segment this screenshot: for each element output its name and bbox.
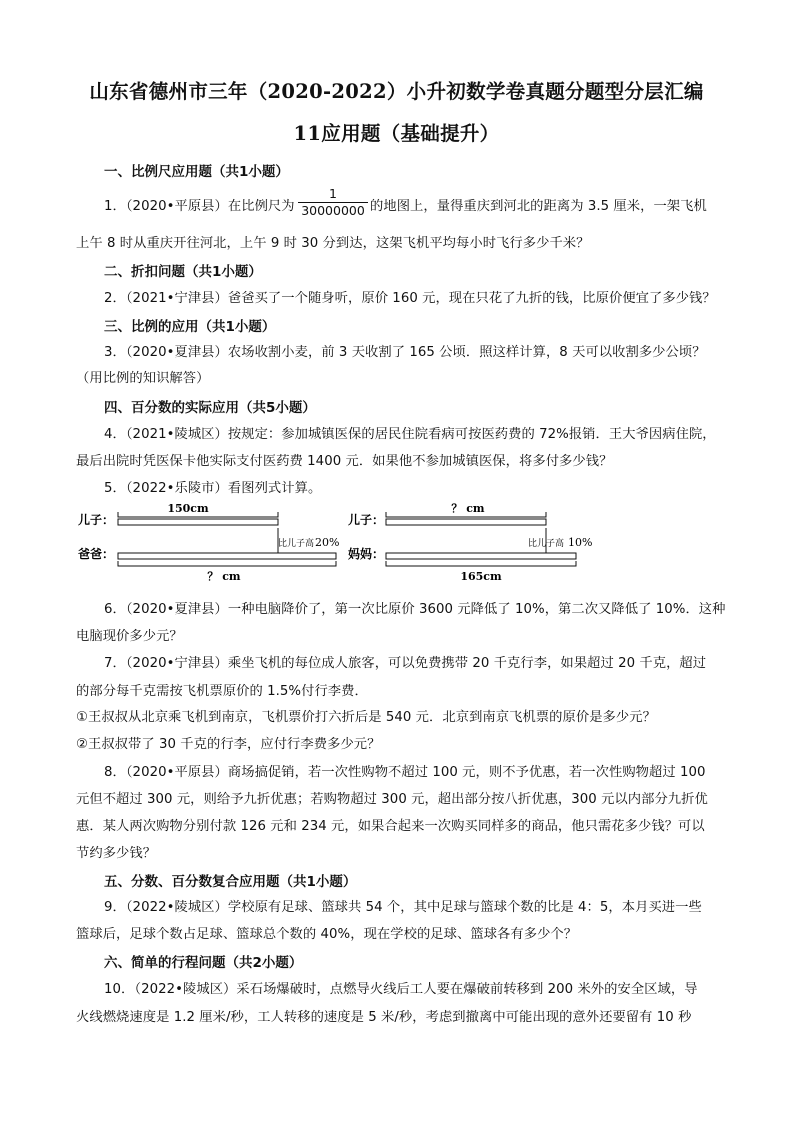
question-1-text	[104, 195, 295, 214]
question-7-line-2: 的部分每千克需按飞机票原价的 1.5%付行李费．	[76, 684, 368, 699]
mom-bar	[386, 553, 576, 559]
dad-label: 爸爸：	[78, 547, 115, 561]
left-diagram	[78, 502, 339, 583]
question-7-line-3: ①王叔叔从北京乘飞机到南京，飞机票价打六折后是 540 元．北京到南京飞机票的原价是多少元？	[76, 710, 656, 725]
scale-fraction	[298, 187, 368, 218]
son-label: 儿子：	[78, 513, 115, 527]
top-value-label: ？ cm	[451, 502, 485, 515]
dad-bar	[118, 553, 336, 559]
section-heading: 四、百分数的实际应用（共5小题）	[104, 400, 316, 416]
question-1-line-2: 上午 8 时从重庆开往河北，上午 9 时 30 分到达，这架飞机平均每小时飞行多少千米？	[76, 236, 590, 251]
bottom-value-label: 165cm	[460, 570, 502, 583]
question-7-line-1: 7．（2020•宁津县）乘坐飞机的每位成人旅客，可以免费携带 20 千克行李，如果超过 20 千克，超过	[104, 656, 707, 671]
section-heading: 二、折扣问题（共1小题）	[104, 264, 262, 280]
question-8-line-3: 惠．某人两次购物分别付款 126 元和 234 元，如果合起来一次购买同样多的商品，他只需花多少钱？可以	[76, 819, 705, 834]
question-9-line-2: 篮球后，足球个数占足球、篮球总个数的 40%，现在学校的足球、篮球各有多少个？	[76, 927, 578, 942]
question-2-text: 2．（2021•宁津县）爸爸买了一个随身听，原价 160 元，现在只花了九折的钱，比原价便宜了多少钱？	[104, 291, 716, 306]
question-1-part-a: 1．（2020•平原县）在比例尺为	[104, 199, 295, 214]
bottom-brace	[386, 561, 576, 566]
note-label: 比儿子高	[528, 539, 565, 549]
question-6-line-1: 6．（2020•夏津县）一种电脑降价了，第一次比原价 3600 元降低了 10%，第二次又降低了 10%．这种	[104, 602, 726, 617]
question-10-line-2: 火线燃烧速度是 1.2 厘米/秒，工人转移的速度是 5 米/秒，考虑到撤离中可能出现的意外还要留有 10 秒	[76, 1010, 692, 1025]
question-4-line-2: 最后出院时凭医保卡他实际支付医药费 1400 元．如果他不参加城镇医保，将多付多少钱？	[76, 454, 613, 469]
question-4-line-1: 4．（2021•陵城区）按规定：参加城镇医保的居民住院看病可按医药费的 72%报销．王大爷因病住院，	[104, 427, 716, 442]
document-subtitle: 11应用题（基础提升）	[293, 122, 500, 145]
section-heading: 三、比例的应用（共1小题）	[104, 319, 276, 335]
top-value-label: 150cm	[167, 502, 209, 515]
question-8-line-1: 8．（2020•平原县）商场搞促销，若一次性购物不超过 100 元，则不予优惠，若一次性购物超过 100	[104, 765, 706, 780]
question-8-line-4: 节约多少钱？	[76, 846, 157, 861]
percent-label: 20%	[315, 536, 340, 549]
son-bar	[118, 519, 278, 525]
question-1-part-b: 的地图上，量得重庆到河北的距离为 3.5 厘米，一架飞机	[370, 199, 707, 214]
question-5-line-1: 5．（2022•乐陵市）看图列式计算。	[104, 481, 322, 496]
note-label: 比儿子高	[278, 539, 315, 549]
question-8-line-2: 元但不超过 300 元，则给予九折优惠；若购物超过 300 元，超出部分按八折优惠，300 元以内部分九折优	[76, 792, 708, 807]
section-heading: 一、比例尺应用题（共1小题）	[104, 164, 289, 180]
section-heading: 五、分数、百分数复合应用题（共1小题）	[104, 874, 357, 890]
bottom-value-label: ？ cm	[207, 570, 241, 583]
line-segment-diagram	[76, 496, 636, 588]
son-label: 儿子：	[348, 513, 385, 527]
document-title: 山东省德州市三年（2020-2022）小升初数学卷真题分题型分层汇编	[89, 80, 704, 103]
fraction-numerator: 1	[298, 187, 368, 203]
fraction-denominator: 30000000	[301, 203, 365, 218]
son-bar	[386, 519, 546, 525]
question-3-line-2: （用比例的知识解答）	[76, 371, 210, 386]
bottom-brace	[118, 561, 336, 566]
question-10-line-1: 10．（2022•陵城区）采石场爆破时，点燃导火线后工人要在爆破前转移到 200 米外的安全区域，导	[104, 982, 698, 997]
question-7-line-4: ②王叔叔带了 30 千克的行李，应付行李费多少元？	[76, 737, 381, 752]
section-heading: 六、简单的行程问题（共2小题）	[104, 955, 303, 971]
right-diagram	[348, 502, 592, 583]
percent-label: 10%	[568, 536, 593, 549]
question-3-line-1: 3．（2020•夏津县）农场收割小麦，前 3 天收割了 165 公顷．照这样计算，8 天可以收割多少公顷？	[104, 345, 706, 360]
question-9-line-1: 9．（2022•陵城区）学校原有足球、篮球共 54 个，其中足球与篮球个数的比是 4：5，本月买进一些	[104, 900, 702, 915]
question-6-line-2: 电脑现价多少元？	[76, 629, 183, 644]
mom-label: 妈妈：	[348, 547, 385, 561]
